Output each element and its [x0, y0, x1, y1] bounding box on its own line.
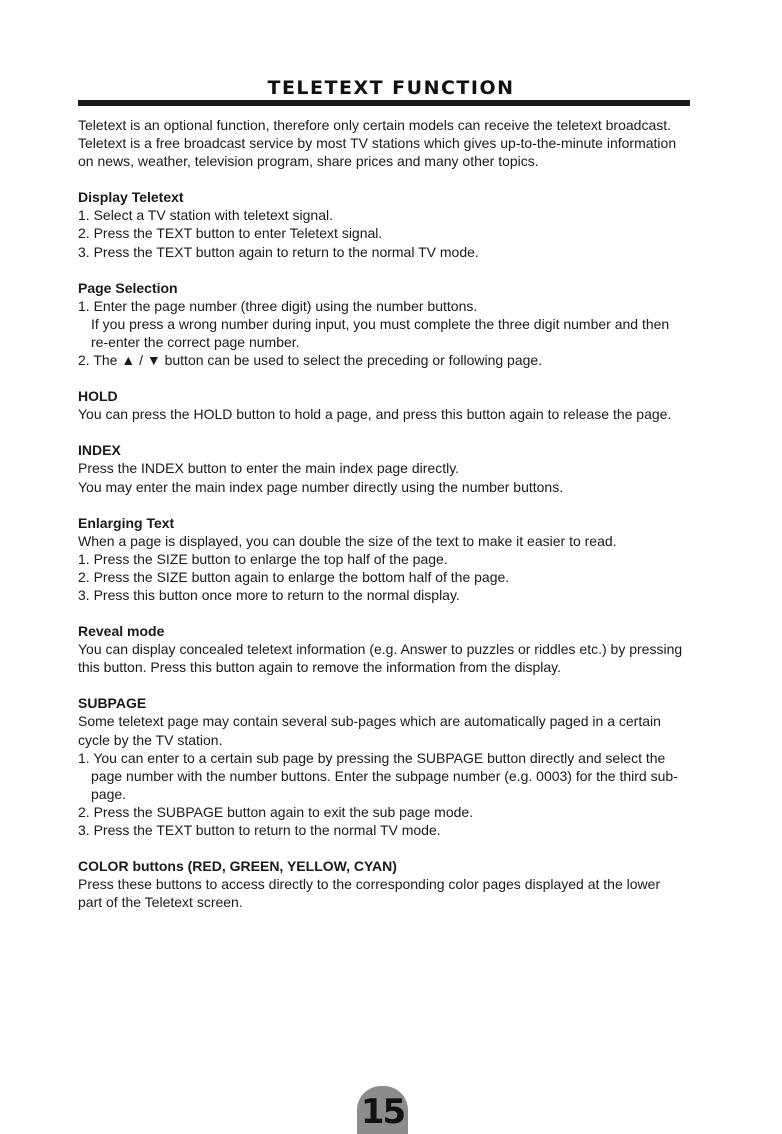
body-line: 3. Press the TEXT button to return to the normal TV mode. — [78, 822, 441, 838]
section-heading: COLOR buttons (RED, GREEN, YELLOW, CYAN) — [78, 858, 397, 875]
body-line: When a page is displayed, you can double the size of the text to make it easier to read. — [78, 532, 617, 549]
body-line-continued: re-enter the correct page number. — [91, 333, 300, 350]
reveal-mode-section — [78, 622, 700, 676]
body-line: cycle by the TV station. — [78, 731, 223, 748]
page-selection-section — [78, 279, 700, 369]
body-line: 2. Press the SUBPAGE button again to exit the sub page mode. — [78, 803, 474, 820]
body-line: You can display concealed teletext information (e.g. Answer to puzzles or riddles etc.) by pressing — [78, 641, 683, 658]
body-line: 3. Press the TEXT button again to return to the normal TV mode. — [78, 243, 479, 260]
intro-line: on news, weather, television program, share prices and many other topics. — [78, 153, 539, 170]
section-heading: HOLD — [78, 388, 118, 405]
index-section — [78, 441, 700, 495]
color-buttons-section — [78, 857, 700, 911]
page-content — [78, 116, 700, 911]
body-line: You can press the HOLD button to hold a page, and press this button again to release the page. — [78, 406, 672, 423]
page-title: TELETEXT FUNCTION — [267, 77, 515, 99]
section-heading: Display Teletext — [78, 189, 184, 206]
body-line: 2. The ▲ / ▼ button can be used to select the preceding or following page. — [78, 352, 543, 369]
body-line: 1. Select a TV station with teletext signal. — [78, 207, 333, 224]
body-line-continued: page number with the number buttons. Enter the subpage number (e.g. 0003) for the third sub- — [91, 767, 678, 784]
body-line: Some teletext page may contain several sub-pages which are automatically paged in a certain — [78, 713, 661, 730]
body-line: 2. Press the TEXT button to enter Teletext signal. — [78, 225, 383, 242]
body-line: this button. Press this button again to remove the information from the display. — [78, 659, 561, 676]
section-heading: SUBPAGE — [78, 695, 147, 712]
body-line: You may enter the main index page number directly using the number buttons. — [78, 478, 564, 495]
page-number-badge — [357, 1086, 408, 1134]
body-line: part of the Teletext screen. — [78, 894, 243, 911]
section-heading: Reveal mode — [78, 623, 165, 640]
enlarging-text-section — [78, 514, 700, 604]
hold-section — [78, 387, 700, 423]
title-rule — [78, 100, 690, 106]
body-line: 2. Press the SIZE button again to enlarge the bottom half of the page. — [78, 568, 510, 585]
intro-line: Teletext is a free broadcast service by most TV stations which gives up-to-the-minute information — [78, 135, 677, 152]
body-line: 1. You can enter to a certain sub page by pressing the SUBPAGE button directly and select the — [78, 749, 666, 766]
body-line: Press these buttons to access directly to the corresponding color pages displayed at the lower — [78, 876, 661, 893]
body-line: 3. Press this button once more to return to the normal display. — [78, 586, 460, 603]
section-heading: Enlarging Text — [78, 514, 175, 531]
page-number: 15 — [360, 1092, 405, 1132]
body-line: Press the INDEX button to enter the main index page directly. — [78, 460, 460, 477]
intro-line: Teletext is an optional function, therefore only certain models can receive the teletext broadcast. — [78, 117, 672, 133]
body-line-continued: If you press a wrong number during input, you must complete the three digit number and then — [91, 315, 670, 332]
section-heading: Page Selection — [78, 279, 178, 296]
section-heading: INDEX — [78, 442, 121, 459]
body-line-continued: page. — [91, 785, 127, 802]
subpage-section — [78, 694, 700, 839]
display-teletext-section — [78, 188, 700, 260]
body-line: 1. Press the SIZE button to enlarge the top half of the page. — [78, 550, 448, 567]
intro-section — [78, 116, 700, 170]
body-line: 1. Enter the page number (three digit) using the number buttons. — [78, 297, 478, 314]
